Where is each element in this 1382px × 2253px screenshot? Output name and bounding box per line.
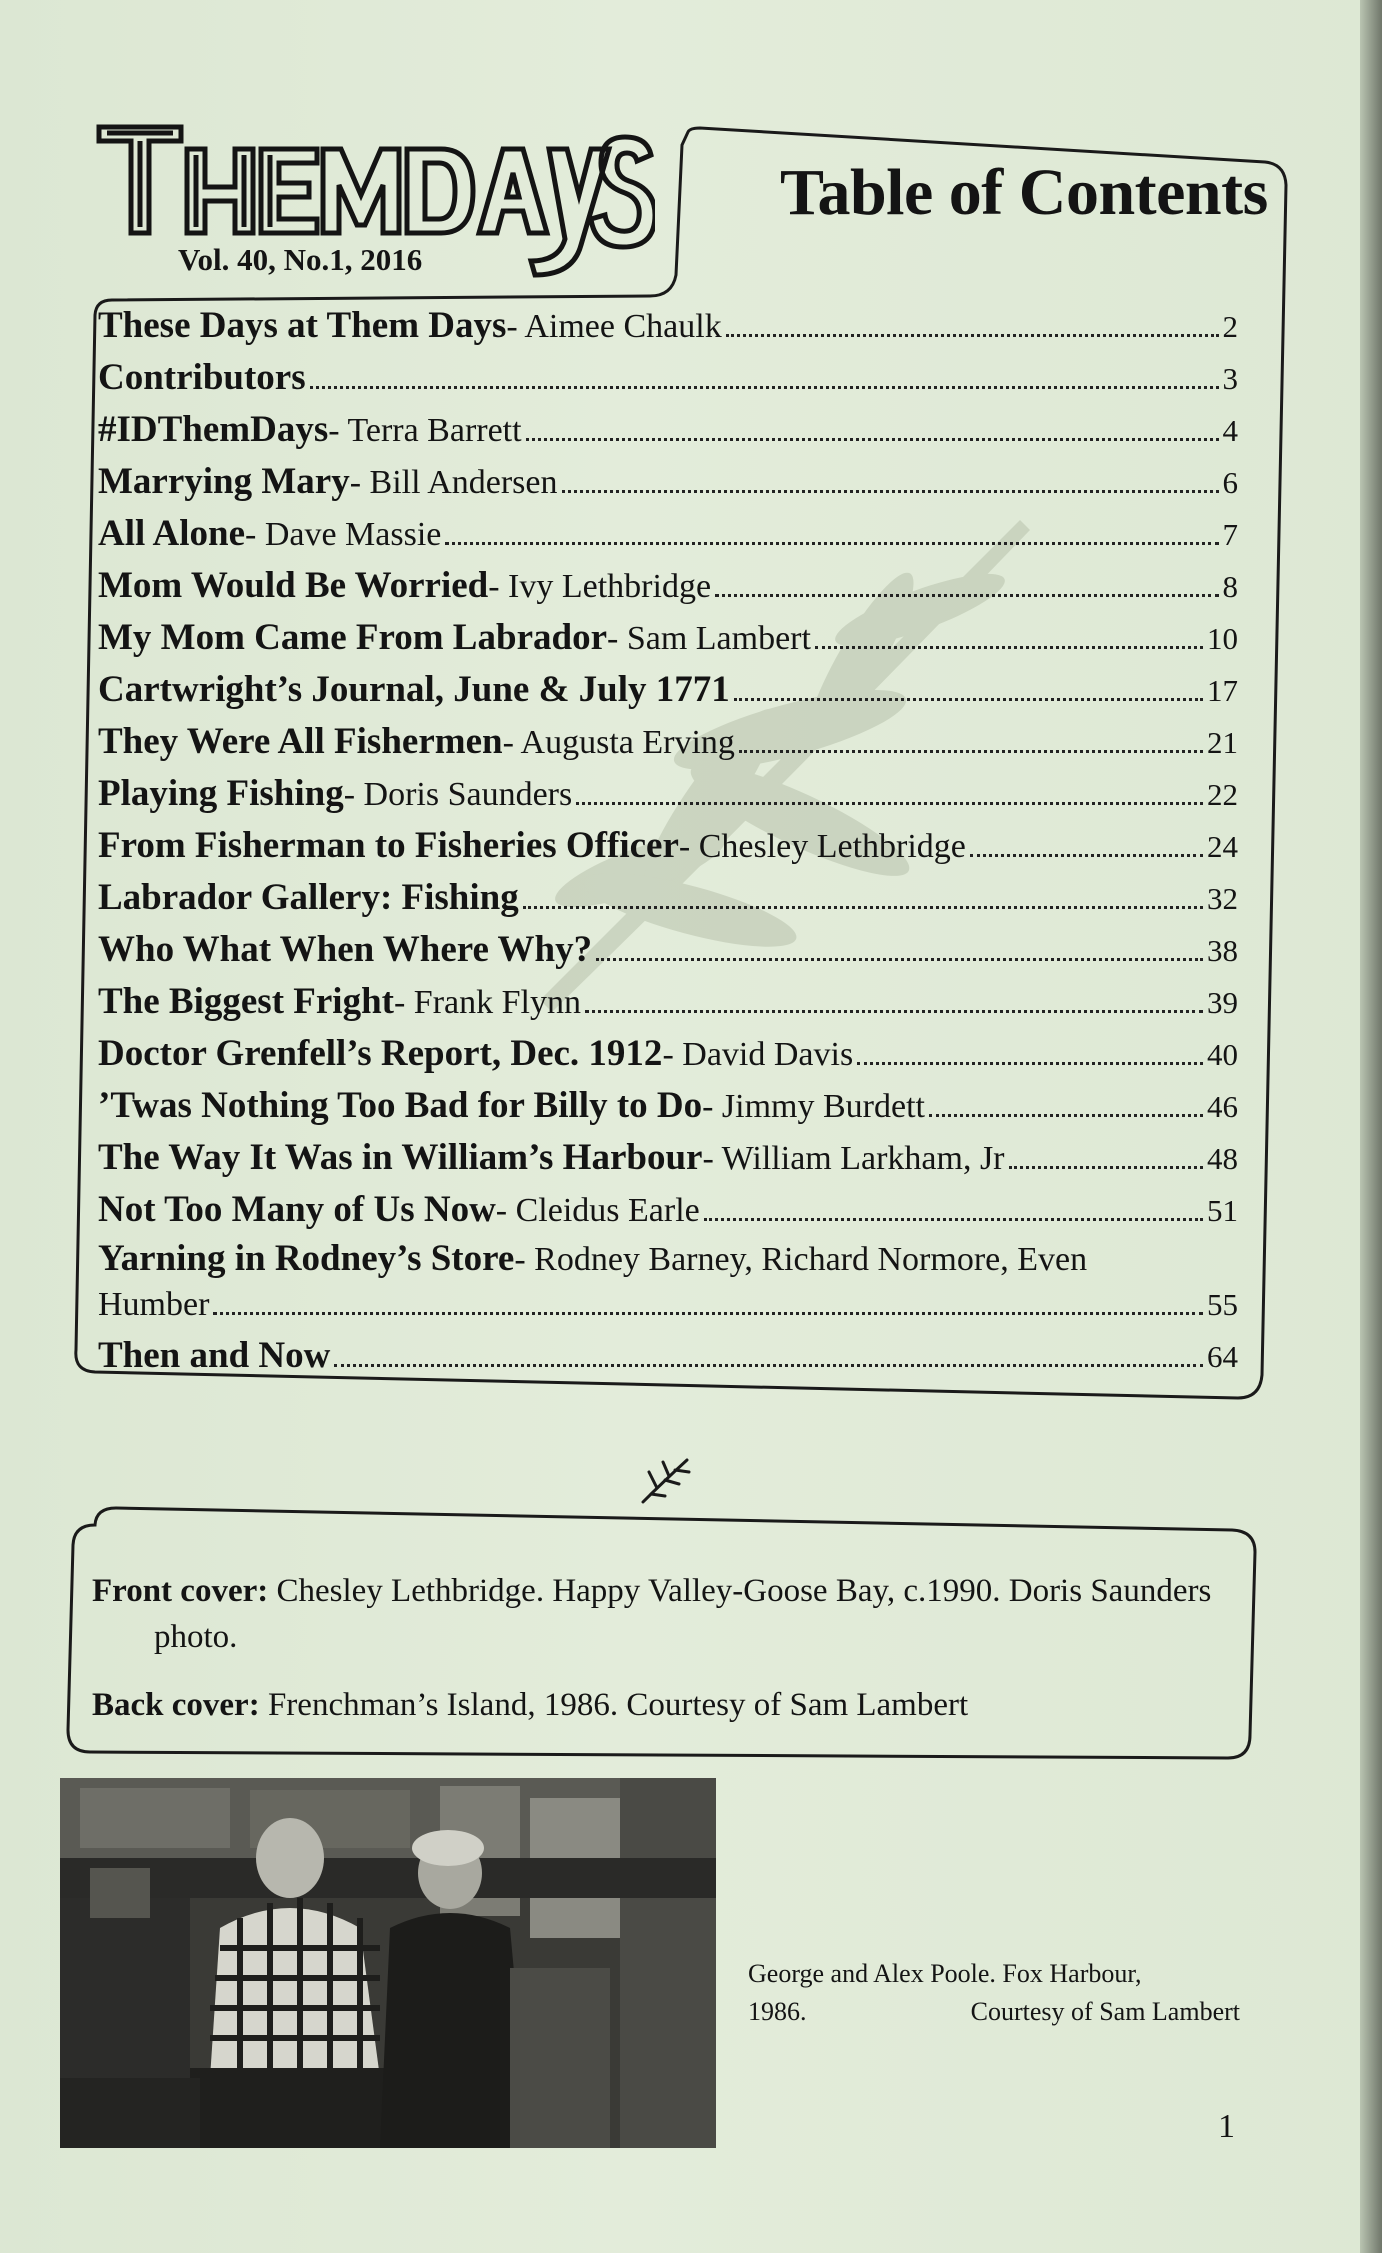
toc-entry xyxy=(98,1132,1238,1184)
toc-entry-page: 10 xyxy=(1207,621,1238,656)
volume-line: Vol. 40, No.1, 2016 xyxy=(178,242,423,277)
toc-entry-page: 3 xyxy=(1222,361,1238,396)
toc-entry xyxy=(98,716,1238,768)
toc-entry-page: 38 xyxy=(1207,933,1238,968)
caption-year: 1986. xyxy=(748,1997,807,2026)
dot-leader xyxy=(1009,1156,1203,1169)
dot-leader xyxy=(596,948,1203,961)
front-cover-label: Front cover: xyxy=(92,1573,269,1609)
toc-entry-page: 24 xyxy=(1207,829,1238,864)
toc-entry-page: 55 xyxy=(1207,1287,1238,1322)
toc-entry-title: Then and Now xyxy=(98,1335,331,1376)
dot-leader xyxy=(334,1354,1203,1367)
toc-entry-title: Doctor Grenfell’s Report, Dec. 1912 xyxy=(98,1033,663,1074)
front-cover-credit xyxy=(92,1568,1222,1660)
toc-entry-page: 48 xyxy=(1207,1141,1238,1176)
toc-entry xyxy=(98,352,1238,404)
caption-line xyxy=(748,1993,1240,2031)
toc-entry xyxy=(98,664,1238,716)
dot-leader xyxy=(523,896,1203,909)
toc-entry-page: 6 xyxy=(1222,465,1238,500)
toc-entry-title: All Alone xyxy=(98,513,245,554)
toc-entry-page: 4 xyxy=(1222,413,1238,448)
page-edge-shadow xyxy=(1360,0,1382,2253)
toc-entry-author: - Terra Barrett xyxy=(328,412,522,449)
toc-entry-title: My Mom Came From Labrador xyxy=(98,617,607,658)
toc-entry-page: 51 xyxy=(1207,1193,1238,1228)
toc-entry-page: 22 xyxy=(1207,777,1238,812)
dot-leader xyxy=(715,584,1218,597)
toc-entry-title: Marrying Mary xyxy=(98,461,350,502)
toc-entry-author: - Doris Saunders xyxy=(343,776,573,813)
toc-entry-page: 32 xyxy=(1207,881,1238,916)
dot-leader xyxy=(526,428,1219,441)
toc-entry-page: 7 xyxy=(1222,517,1238,552)
toc-heading: Table of Contents xyxy=(780,156,1268,229)
front-cover-text: Chesley Lethbridge. Happy Valley-Goose Bay, c.1990. Doris Saunders photo. xyxy=(154,1573,1212,1655)
toc-entry xyxy=(98,976,1238,1028)
toc-entry-title: The Way It Was in William’s Harbour xyxy=(98,1137,703,1178)
toc-entry-author: - Augusta Erving xyxy=(502,724,735,761)
toc-entry xyxy=(98,456,1238,508)
toc-entry xyxy=(98,300,1238,352)
dot-leader xyxy=(857,1052,1203,1065)
dot-leader xyxy=(970,844,1203,857)
toc-entry-page: 21 xyxy=(1207,725,1238,760)
toc-entry xyxy=(98,612,1238,664)
toc-list xyxy=(98,300,1238,1382)
toc-entry-author: - Sam Lambert xyxy=(607,620,811,657)
caption-line: George and Alex Poole. Fox Harbour, xyxy=(748,1959,1142,1988)
dot-leader xyxy=(726,324,1219,337)
back-cover-credit xyxy=(92,1682,1222,1728)
dot-leader xyxy=(704,1208,1203,1221)
toc-entry-author: - David Davis xyxy=(662,1036,854,1073)
toc-entry-title: These Days at Them Days xyxy=(98,305,507,346)
toc-entry-title: The Biggest Fright xyxy=(98,981,394,1022)
toc-entry-title: Labrador Gallery: Fishing xyxy=(98,877,519,918)
toc-entry-page: 8 xyxy=(1222,569,1238,604)
toc-entry xyxy=(98,1028,1238,1080)
toc-entry xyxy=(98,872,1238,924)
toc-entry xyxy=(98,560,1238,612)
toc-entry-title: Playing Fishing xyxy=(98,773,344,814)
toc-entry-author: - Aimee Chaulk xyxy=(506,308,722,345)
toc-entry-title: Yarning in Rodney’s Store xyxy=(98,1238,515,1279)
dot-leader xyxy=(734,688,1203,701)
toc-entry-title: From Fisherman to Fisheries Officer xyxy=(98,825,679,866)
back-cover-label: Back cover: xyxy=(92,1687,260,1723)
dot-leader xyxy=(445,532,1218,545)
toc-entry-author: - William Larkham, Jr xyxy=(702,1140,1005,1177)
dot-leader xyxy=(213,1302,1203,1315)
toc-entry xyxy=(98,1080,1238,1132)
toc-entry xyxy=(98,768,1238,820)
photo-caption xyxy=(748,1955,1268,2031)
toc-entry-author: - Bill Andersen xyxy=(349,464,558,501)
toc-entry-page: 46 xyxy=(1207,1089,1238,1124)
toc-entry-title: Mom Would Be Worried xyxy=(98,565,489,606)
toc-entry-author: - Dave Massie xyxy=(245,516,442,553)
dot-leader xyxy=(576,792,1203,805)
toc-entry-page: 64 xyxy=(1207,1339,1238,1374)
dot-leader xyxy=(310,376,1219,389)
dot-leader xyxy=(739,740,1203,753)
toc-entry-author: - Ivy Lethbridge xyxy=(488,568,712,605)
toc-entry xyxy=(98,1236,1238,1330)
toc-entry-title: Cartwright’s Journal, June & July 1771 xyxy=(98,669,730,710)
toc-entry-title: #IDThemDays xyxy=(98,409,329,450)
toc-entry-author: - Chesley Lethbridge xyxy=(678,828,966,865)
toc-entry-author: Humber xyxy=(98,1286,210,1323)
toc-entry-page: 2 xyxy=(1222,309,1238,344)
toc-entry-author: - Rodney Barney, Richard Normore, Even xyxy=(514,1241,1088,1278)
toc-entry-author: - Jimmy Burdett xyxy=(702,1088,925,1125)
dot-leader xyxy=(929,1104,1203,1117)
toc-entry xyxy=(98,404,1238,456)
toc-entry-author: - Cleidus Earle xyxy=(495,1192,700,1229)
dot-leader xyxy=(585,1000,1203,1013)
toc-entry-title: Not Too Many of Us Now xyxy=(98,1189,496,1230)
toc-entry xyxy=(98,1184,1238,1236)
toc-entry-page: 39 xyxy=(1207,985,1238,1020)
toc-entry-title: Who What When Where Why? xyxy=(98,929,593,970)
cover-credits xyxy=(92,1568,1222,1750)
toc-entry-title: They Were All Fishermen xyxy=(98,721,503,762)
toc-entry xyxy=(98,508,1238,560)
toc-entry-title: Contributors xyxy=(98,357,306,398)
fern-sprig-icon xyxy=(635,1450,695,1510)
caption-credit: Courtesy of Sam Lambert xyxy=(970,1997,1240,2026)
dot-leader xyxy=(562,480,1219,493)
toc-entry xyxy=(98,924,1238,976)
toc-entry-page: 17 xyxy=(1207,673,1238,708)
toc-entry xyxy=(98,1330,1238,1382)
page-number: 1 xyxy=(1218,2108,1235,2145)
toc-entry xyxy=(98,820,1238,872)
back-cover-text: Frenchman’s Island, 1986. Courtesy of Sam Lambert xyxy=(259,1687,969,1723)
toc-entry-page: 40 xyxy=(1207,1037,1238,1072)
toc-entry-title: ’Twas Nothing Too Bad for Billy to Do xyxy=(98,1085,703,1126)
dot-leader xyxy=(815,636,1203,649)
toc-entry-author: - Frank Flynn xyxy=(393,984,581,1021)
archival-photo xyxy=(60,1778,716,2148)
